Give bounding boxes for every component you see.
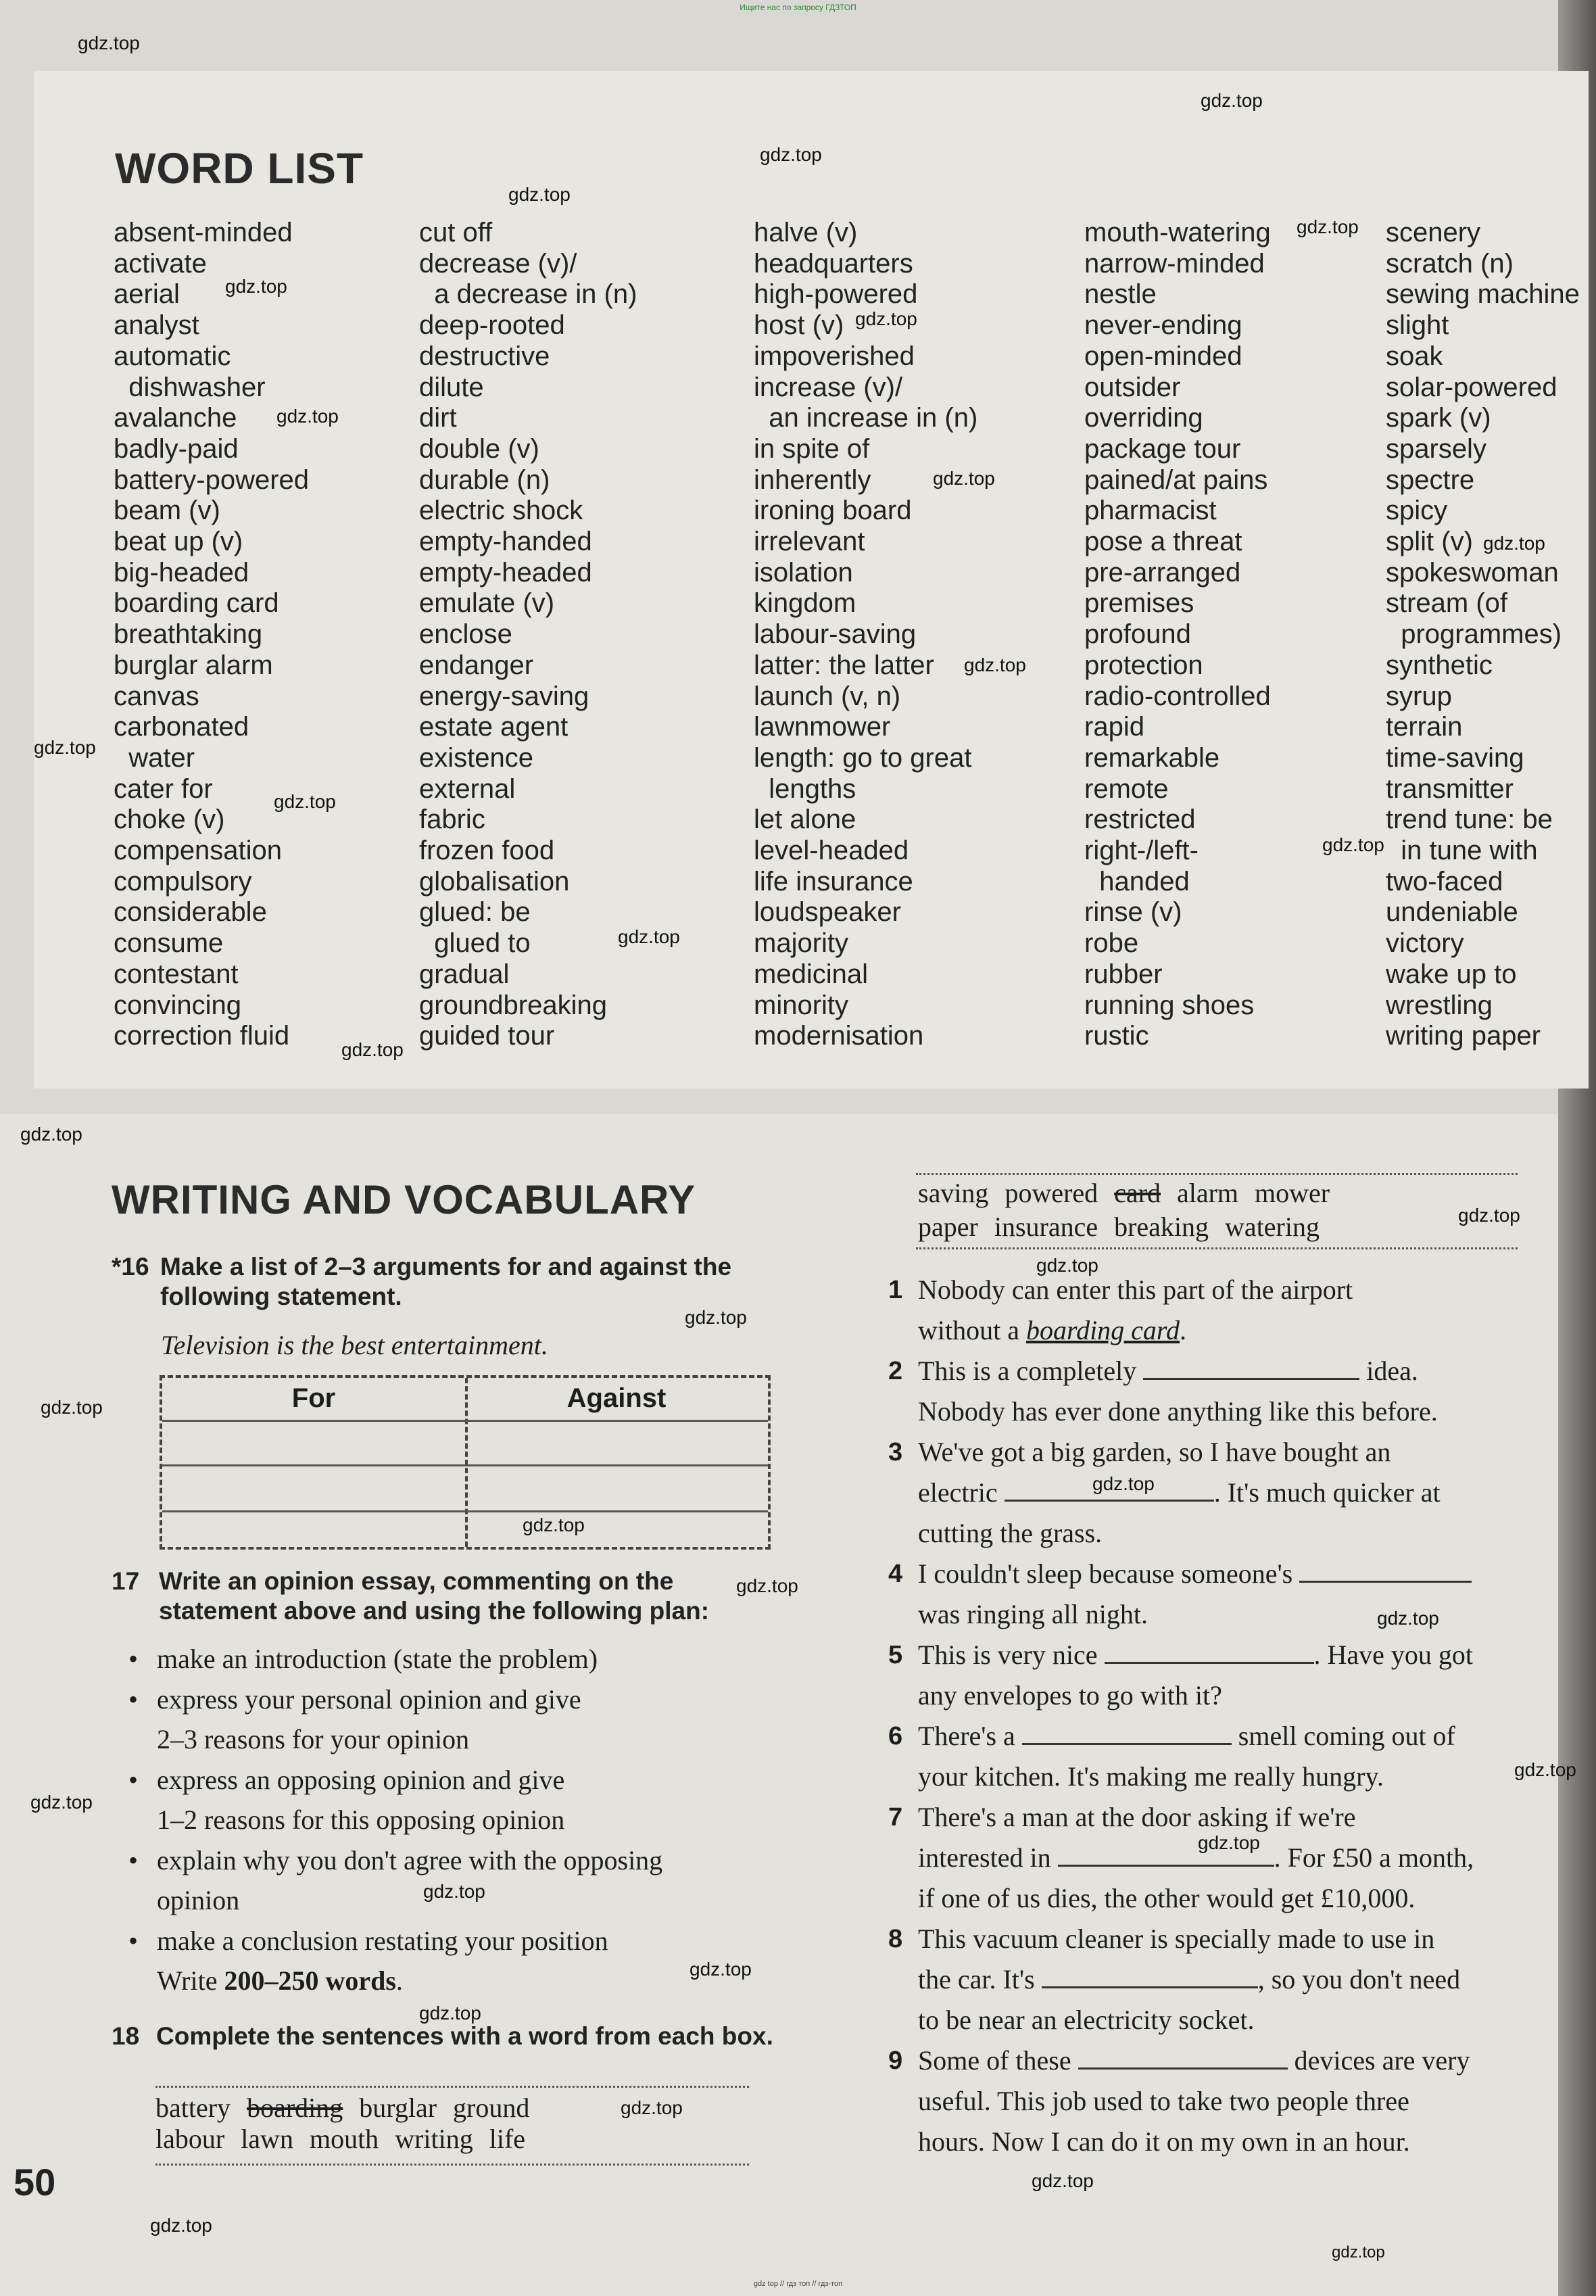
sentence-number: 2 <box>888 1357 903 1385</box>
sentence-text-part: idea. <box>1359 1356 1418 1386</box>
box-word: alarm <box>1176 1178 1239 1208</box>
word-entry: increase (v)/ <box>754 372 903 402</box>
sentence-8 <box>888 1919 1560 2040</box>
watermark[interactable]: gdz.top <box>41 1397 103 1418</box>
watermark[interactable]: gdz.top <box>690 1959 752 1980</box>
word-entry: pose a threat <box>1084 527 1242 557</box>
word-entry: halve (v) <box>754 218 858 247</box>
word-entry: nestle <box>1084 279 1157 310</box>
word-entry: robe <box>1084 928 1139 959</box>
word-entry: modernisation <box>754 1021 924 1051</box>
word-column-3 <box>754 218 977 1052</box>
sentences <box>888 1270 1560 2162</box>
answer-blank[interactable] <box>1299 1558 1472 1583</box>
example-answer: boarding card <box>1025 1315 1180 1345</box>
word-entry: mouth-watering <box>1084 218 1271 247</box>
box-word: life <box>489 2124 526 2154</box>
sentence-number: 6 <box>888 1722 903 1750</box>
word-column-4 <box>1084 218 1271 1052</box>
box-word: mower <box>1255 1178 1330 1208</box>
word-entry: rinse (v) <box>1084 897 1182 928</box>
word-entry: medicinal <box>754 959 868 989</box>
plan-item: 2–3 reasons for your opinion <box>157 1724 470 1754</box>
sentence-text-part: without a <box>918 1315 1026 1345</box>
word-entry: carbonated <box>114 712 249 742</box>
word-entry: contestant <box>114 959 239 989</box>
answer-blank[interactable] <box>1105 1639 1314 1664</box>
page-number: 50 <box>14 2161 56 2203</box>
sentence-text-part: the car. It's <box>918 1964 1042 1994</box>
answer-blank[interactable] <box>1022 1720 1232 1745</box>
sentence-text <box>918 1716 1560 1756</box>
word-entry: choke (v) <box>114 805 225 835</box>
watermark[interactable]: gdz.top <box>1377 1608 1439 1629</box>
word-entry: rustic <box>1084 1021 1149 1051</box>
word-entry: premises <box>1084 588 1194 619</box>
word-entry: spectre <box>1386 464 1475 495</box>
word-entry: high-powered <box>754 279 918 310</box>
plan-item: opinion <box>157 1885 240 1915</box>
watermark[interactable]: gdz.top <box>855 308 917 329</box>
word-entry: remarkable <box>1084 742 1220 773</box>
sentence-text <box>918 1351 1560 1391</box>
word-entry: right-/left- <box>1084 836 1199 866</box>
watermark[interactable]: gdz.top <box>276 406 339 427</box>
box-word-used: card <box>1114 1178 1161 1208</box>
watermark[interactable]: gdz.top <box>1092 1473 1155 1494</box>
box1-line2 <box>155 2124 764 2155</box>
word-entry: electric shock <box>419 496 583 526</box>
box-word: mouth <box>309 2124 379 2154</box>
word-entry: pained/at pains <box>1084 464 1268 495</box>
task-16-instruction: Make a list of 2–3 arguments for and against the following statement. <box>160 1253 732 1310</box>
box-word: battery <box>155 2092 231 2123</box>
watermark[interactable]: gdz.top <box>341 1039 404 1060</box>
sentence-number: 3 <box>888 1438 903 1466</box>
sentence-text: was ringing all night. <box>918 1599 1148 1629</box>
box-word: lawn <box>241 2124 293 2154</box>
word-entry: dishwasher <box>114 372 266 402</box>
word-entry: rubber <box>1084 959 1163 989</box>
word-entry: minority <box>754 990 849 1020</box>
word-entry: beat up (v) <box>114 527 243 557</box>
sentence-6 <box>888 1716 1560 1797</box>
watermark[interactable]: gdz.top <box>1198 1832 1260 1853</box>
word-box-2 <box>918 1176 1526 1244</box>
task-18-instruction: Complete the sentences with a word from each box. <box>156 2022 773 2050</box>
word-entry: soak <box>1386 341 1443 371</box>
box-word: burglar <box>359 2092 437 2123</box>
word-entry: estate agent <box>419 712 569 742</box>
plan-item: • make an introduction (state the problem) <box>157 1639 792 1679</box>
watermark[interactable]: gdz.top <box>508 184 571 205</box>
word-entry: spokeswoman <box>1386 557 1559 588</box>
word-entry: groundbreaking <box>419 990 607 1020</box>
word-entry: avalanche <box>114 403 237 433</box>
word-entry: breathtaking <box>114 619 263 650</box>
sentence-5 <box>888 1635 1560 1716</box>
for-header: For <box>291 1383 336 1413</box>
watermark[interactable]: gdz.top <box>736 1575 798 1596</box>
task-18-number: 18 <box>112 2022 140 2050</box>
watermark[interactable]: gdz.top <box>760 144 822 165</box>
sentence-text-part: This is very nice <box>918 1640 1105 1670</box>
sentence-text <box>918 2040 1560 2081</box>
word-entry: synthetic <box>1386 650 1493 680</box>
word-entry: burglar alarm <box>114 650 273 680</box>
word-column-5 <box>1386 218 1580 1052</box>
word-entry: syrup <box>1386 681 1452 711</box>
sentence-text: to be near an electricity socket. <box>918 2005 1255 2035</box>
sentence-number: 7 <box>888 1803 903 1832</box>
sentence-text <box>918 1635 1560 1675</box>
sentence-text: This vacuum cleaner is specially made to use in <box>918 1923 1435 1954</box>
word-entry: fabric <box>419 805 485 835</box>
word-entry: energy-saving <box>419 681 589 711</box>
box-word: paper <box>918 1212 978 1242</box>
word-entry: convincing <box>114 990 242 1020</box>
word-entry: emulate (v) <box>419 588 555 619</box>
word-entry: spark (v) <box>1386 403 1491 433</box>
sentence-7 <box>888 1797 1560 1919</box>
word-entry: canvas <box>114 681 199 711</box>
word-entry: sewing machine <box>1386 279 1580 310</box>
word-entry: correction fluid <box>114 1021 290 1051</box>
word-entry: an increase in (n) <box>754 403 978 433</box>
word-entry: pre-arranged <box>1084 557 1241 588</box>
box-word: saving <box>918 1178 989 1208</box>
word-entry: inherently <box>754 464 871 495</box>
word-entry: wrestling <box>1386 990 1493 1020</box>
box1-top-border <box>155 2086 749 2088</box>
sentence-text: cutting the grass. <box>918 1518 1103 1548</box>
word-entry: absent-minded <box>114 218 293 247</box>
word-entry: sparsely <box>1386 433 1486 464</box>
footer-link[interactable]: gdz top // гдз топ // гдз-топ <box>753 2280 843 2288</box>
word-entry: double (v) <box>419 433 539 464</box>
sentence-text-part: . Have you got <box>1313 1640 1474 1670</box>
word-entry: enclose <box>419 619 512 650</box>
word-entry: in spite of <box>754 433 870 464</box>
word-entry: solar-powered <box>1386 372 1557 402</box>
word-entry: package tour <box>1084 433 1241 464</box>
word-entry: activate <box>114 248 207 279</box>
word-column-1 <box>114 218 309 1052</box>
box2-line2 <box>918 1210 1526 1244</box>
box-word: writing <box>395 2124 473 2154</box>
word-entry: remote <box>1084 773 1169 804</box>
sentence-text-part: There's a <box>918 1721 1022 1751</box>
word-entry: open-minded <box>1084 341 1242 371</box>
word-entry: beam (v) <box>114 496 220 526</box>
box2-line1 <box>918 1176 1526 1210</box>
task-18 <box>112 2022 788 2051</box>
word-entry: terrain <box>1386 712 1463 742</box>
sentence-text-part: smell coming out of <box>1231 1721 1455 1751</box>
watermark[interactable]: gdz.top <box>964 654 1026 675</box>
word-entry: writing paper <box>1386 1021 1541 1051</box>
sentence-text: Nobody has ever done anything like this before. <box>918 1396 1438 1427</box>
word-entry: decrease (v)/ <box>419 248 577 279</box>
watermark[interactable]: gdz.top <box>1322 834 1384 855</box>
table-row-line <box>162 1420 768 1422</box>
watermark[interactable]: gdz.top <box>1036 1255 1098 1276</box>
sentence-text: There's a man at the door asking if we're <box>918 1802 1356 1832</box>
statement: Television is the best entertainment. <box>161 1330 548 1360</box>
plan-item: • explain why you don't agree with the opposing <box>157 1840 792 1881</box>
word-entry: profound <box>1084 619 1191 650</box>
word-entry: empty-headed <box>419 557 592 588</box>
word-entry: running shoes <box>1084 990 1255 1020</box>
box-word: breaking <box>1114 1212 1209 1242</box>
word-entry: length: go to great <box>754 742 972 773</box>
word-entry: protection <box>1084 650 1203 680</box>
sentence-4 <box>888 1554 1560 1635</box>
word-entry: rapid <box>1084 712 1144 742</box>
word-entry: badly-paid <box>114 433 239 464</box>
sentence-text-part: . For £50 a month, <box>1274 1842 1474 1873</box>
sentence-text <box>918 1554 1560 1594</box>
word-entry: overriding <box>1084 403 1203 433</box>
watermark[interactable]: gdz.top <box>621 2097 683 2118</box>
watermark[interactable]: gdz.top <box>933 468 995 489</box>
word-entry: compulsory <box>114 866 252 896</box>
sentence-3 <box>888 1432 1560 1554</box>
word-entry: victory <box>1386 928 1464 959</box>
sentence-number: 9 <box>888 2047 903 2075</box>
sentence-text-part: . It's much quicker at <box>1213 1477 1441 1508</box>
watermark[interactable]: gdz.top <box>419 2003 481 2024</box>
word-entry: in tune with <box>1386 836 1538 866</box>
box-word: powered <box>1005 1178 1098 1208</box>
word-entry: two-faced <box>1386 866 1503 896</box>
word-entry: wake up to <box>1386 959 1517 989</box>
word-entry: narrow-minded <box>1084 248 1265 279</box>
watermark[interactable]: gdz.top <box>30 1792 93 1813</box>
word-entry: battery-powered <box>114 464 310 495</box>
watermark[interactable]: gdz.top <box>1297 216 1359 237</box>
watermark[interactable]: gdz.top <box>20 1124 82 1145</box>
word-entry: glued: be <box>419 897 531 928</box>
sentence-text <box>918 1473 1560 1513</box>
word-entry: irrelevant <box>754 527 865 557</box>
word-entry: time-saving <box>1386 742 1524 773</box>
word-entry: endanger <box>419 650 534 680</box>
word-entry: gradual <box>419 959 510 989</box>
header-link[interactable]: Ищите нас по запросу ГДЗТОП <box>740 3 856 12</box>
word-entry: consume <box>114 928 224 959</box>
word-entry: boarding card <box>114 588 279 619</box>
word-entry: considerable <box>114 897 267 928</box>
sentence-text-part: . <box>1180 1315 1187 1345</box>
word-entry: frozen food <box>419 836 555 866</box>
word-entry: lawnmower <box>754 712 891 742</box>
watermark[interactable]: gdz.top <box>1514 1759 1576 1780</box>
word-entry: kingdom <box>754 588 856 619</box>
word-list-title: WORD LIST <box>115 144 364 193</box>
word-entry: split (v) <box>1386 527 1473 557</box>
box2-bottom-border <box>916 1247 1518 1249</box>
word-entry: never-ending <box>1084 310 1242 341</box>
watermark[interactable]: gdz.top <box>1032 2170 1094 2191</box>
sentence-9 <box>888 2040 1560 2162</box>
watermark[interactable]: gdz.top <box>523 1514 585 1535</box>
box1-bottom-border <box>155 2163 749 2166</box>
word-entry: durable (n) <box>419 464 550 495</box>
sentence-text-part: This is a completely <box>918 1356 1144 1386</box>
answer-blank[interactable] <box>1143 1355 1359 1380</box>
word-entry: host (v) <box>754 310 844 341</box>
word-entry: dilute <box>419 372 484 402</box>
watermark[interactable]: gdz.top <box>274 791 336 812</box>
sentence-text-part: Some of these <box>918 2045 1078 2076</box>
word-entry: life insurance <box>754 866 913 896</box>
word-entry: undeniable <box>1386 897 1518 928</box>
against-header: Against <box>566 1383 667 1413</box>
word-entry: aerial <box>114 279 180 310</box>
word-entry: level-headed <box>754 836 909 866</box>
watermark[interactable]: gdz.top <box>423 1881 485 1902</box>
sentence-text: useful. This job used to take two people three <box>918 2086 1409 2116</box>
plan-item: • make a conclusion restating your position <box>157 1921 792 1961</box>
sentence-text: Nobody can enter this part of the airport <box>918 1274 1353 1305</box>
sentence-text-part: electric <box>918 1477 1005 1508</box>
watermark[interactable]: gdz.top <box>1332 2243 1385 2262</box>
word-entry: outsider <box>1084 372 1181 402</box>
word-column-2 <box>419 218 637 1052</box>
word-entry: transmitter <box>1386 773 1514 804</box>
box-word: ground <box>453 2092 530 2123</box>
box-word: labour <box>155 2124 225 2154</box>
word-entry: spicy <box>1386 496 1448 526</box>
word-entry: labour-saving <box>754 619 917 650</box>
write-post: . <box>395 1965 403 1996</box>
watermark[interactable]: gdz.top <box>225 276 287 297</box>
section-title: WRITING AND VOCABULARY <box>112 1177 696 1222</box>
word-count: 200–250 words <box>224 1965 396 1996</box>
sentence-1 <box>888 1270 1560 1351</box>
word-entry: big-headed <box>114 557 249 588</box>
sentence-text: We've got a big garden, so I have bought an <box>918 1437 1391 1467</box>
sentence-text <box>918 1959 1560 2000</box>
sentence-text-part: devices are very <box>1287 2045 1470 2076</box>
word-entry: analyst <box>114 310 199 341</box>
sentence-number: 1 <box>888 1276 903 1304</box>
word-entry: scenery <box>1386 218 1481 247</box>
word-entry: programmes) <box>1386 619 1562 650</box>
word-entry: loudspeaker <box>754 897 901 928</box>
box2-top-border <box>916 1173 1518 1175</box>
sentence-text-part: I couldn't sleep because someone's <box>918 1558 1300 1589</box>
plan-item: • express your personal opinion and give <box>157 1679 792 1720</box>
watermark[interactable]: gdz.top <box>1458 1205 1520 1226</box>
write-pre: Write <box>157 1965 224 1996</box>
word-entry: empty-handed <box>419 527 592 557</box>
word-entry: ironing board <box>754 496 912 526</box>
sentence-text: hours. Now I can do it on my own in an hour. <box>918 2126 1410 2157</box>
word-entry: let alone <box>754 805 856 835</box>
word-entry: automatic <box>114 341 231 371</box>
task-17-instruction: Write an opinion essay, commenting on the statement above and using the following plan: <box>159 1567 710 1625</box>
sentence-2 <box>888 1351 1560 1432</box>
sentence-text-part: , so you don't need <box>1257 1964 1461 1994</box>
word-entry: glued to <box>419 928 531 959</box>
watermark[interactable]: gdz.top <box>618 926 680 947</box>
sentence-number: 5 <box>888 1641 903 1669</box>
word-entry: existence <box>419 742 533 773</box>
for-against-table <box>160 1375 771 1550</box>
word-entry: cater for <box>114 773 213 804</box>
watermark[interactable]: gdz.top <box>1201 90 1263 111</box>
word-entry: launch (v, n) <box>754 681 901 711</box>
word-entry: handed <box>1084 866 1190 896</box>
word-entry: pharmacist <box>1084 496 1217 526</box>
word-entry: cut off <box>419 218 493 247</box>
task-16 <box>112 1252 781 1312</box>
essay-plan <box>157 1639 792 2001</box>
task-16-number: *16 <box>112 1253 149 1281</box>
sentence-number: 4 <box>888 1560 903 1588</box>
box-word: watering <box>1225 1212 1320 1242</box>
word-entry: guided tour <box>419 1021 555 1051</box>
table-divider <box>465 1378 468 1547</box>
sentence-text: if one of us dies, the other would get £10,000. <box>918 1883 1416 1913</box>
word-entry: lengths <box>754 773 856 804</box>
watermark[interactable]: gdz.top <box>150 2215 212 2236</box>
word-entry: restricted <box>1084 805 1196 835</box>
word-entry: water <box>114 742 195 773</box>
word-entry: globalisation <box>419 866 570 896</box>
sentence-number: 8 <box>888 1925 903 1953</box>
answer-blank[interactable] <box>1042 1963 1258 1988</box>
box-word: insurance <box>994 1212 1098 1242</box>
word-entry: latter: the latter <box>754 650 934 680</box>
sentence-text: any envelopes to go with it? <box>918 1680 1222 1711</box>
table-row-line <box>162 1464 768 1466</box>
word-entry: scratch (n) <box>1386 248 1514 279</box>
watermark[interactable]: gdz.top <box>1483 533 1545 554</box>
watermark[interactable]: gdz.top <box>34 737 96 758</box>
sentence-text <box>918 1310 1560 1351</box>
task-17 <box>112 1566 781 1626</box>
word-entry: deep-rooted <box>419 310 565 341</box>
word-entry: external <box>419 773 516 804</box>
plan-item: • express an opposing opinion and give <box>157 1760 792 1800</box>
word-entry: a decrease in (n) <box>419 279 637 310</box>
word-entry: majority <box>754 928 849 959</box>
word-entry: slight <box>1386 310 1449 341</box>
word-entry: destructive <box>419 341 550 371</box>
word-entry: compensation <box>114 836 283 866</box>
answer-blank[interactable] <box>1078 2044 1288 2070</box>
word-entry: isolation <box>754 557 853 588</box>
word-entry: radio-controlled <box>1084 681 1271 711</box>
sentence-text: your kitchen. It's making me really hungry. <box>918 1761 1384 1792</box>
word-entry: impoverished <box>754 341 915 371</box>
word-entry: dirt <box>419 403 457 433</box>
sentence-text-part: interested in <box>918 1842 1058 1873</box>
box-word-used: boarding <box>247 2092 343 2123</box>
word-entry: stream (of <box>1386 588 1508 619</box>
word-entry: headquarters <box>754 248 913 279</box>
plan-item: 1–2 reasons for this opposing opinion <box>157 1804 565 1835</box>
word-entry: trend tune: be <box>1386 805 1553 835</box>
watermark[interactable]: gdz.top <box>78 32 140 53</box>
table-row-line <box>162 1510 768 1512</box>
watermark[interactable]: gdz.top <box>685 1307 747 1328</box>
task-17-number: 17 <box>112 1567 140 1595</box>
